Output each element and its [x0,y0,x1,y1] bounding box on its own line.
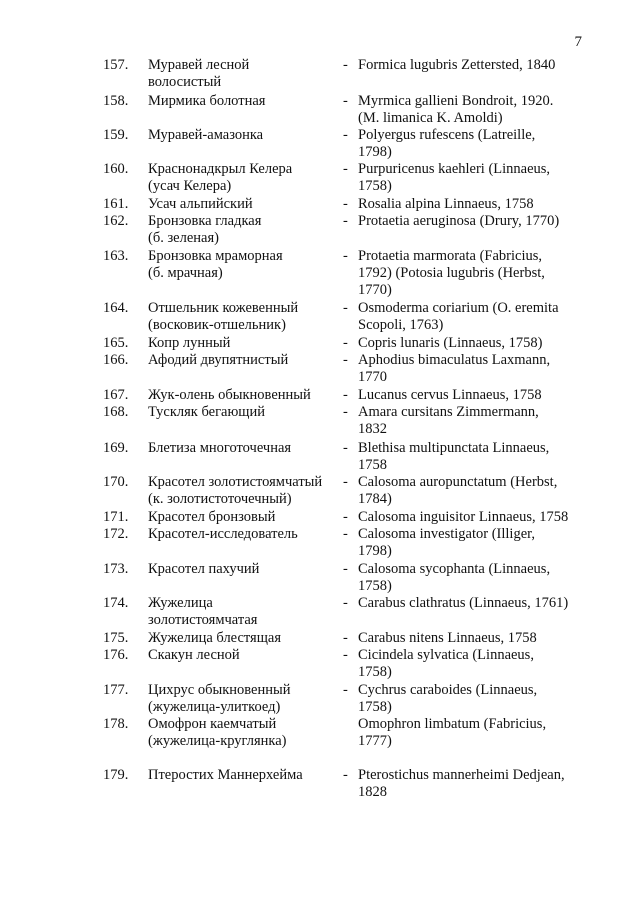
russian-name-line: (восковик-отшельник) [148,317,286,333]
latin-name-line: Omophron limbatum (Fabricius, [358,716,547,732]
russian-name-line: Скакун лесной [148,647,240,663]
separator-dash: - [343,196,348,212]
entry-number: 162. [103,213,129,229]
russian-name-line: (жужелица-круглянка) [148,733,287,749]
entry-number: 161. [103,196,129,212]
russian-name-line: Краснонадкрыл Келера [148,161,293,177]
russian-name [148,630,338,647]
russian-name [148,509,338,526]
latin-name [358,404,583,438]
russian-name-line: (б. зеленая) [148,230,219,246]
latin-name-line: 1770) [358,282,392,298]
russian-name-line: Мирмика болотная [148,93,266,109]
latin-name-line: Purpuricenus kaehleri (Linnaeus, [358,161,551,177]
latin-name [358,526,583,560]
entry-number: 166. [103,352,129,368]
russian-name [148,716,338,750]
entry-number: 175. [103,630,129,646]
latin-name-line: Calosoma investigator (Illiger, [358,526,536,542]
latin-name-line: Cicindela sylvatica (Linnaeus, [358,647,534,663]
latin-name-line: 1758) [358,178,392,194]
latin-name-line: (M. limanica K. Amoldi) [358,110,503,126]
entry-number: 174. [103,595,129,611]
russian-name [148,57,338,91]
russian-name-line: Красотел золотистоямчатый [148,474,323,490]
russian-name-line: Копр лунный [148,335,231,351]
latin-name-line: 1832 [358,421,387,437]
separator-dash: - [343,474,348,490]
latin-name-line: Scopoli, 1763) [358,317,444,333]
russian-name-line: Усач альпийский [148,196,253,212]
latin-name-line: Calosoma auropunctatum (Herbst, [358,474,558,490]
latin-name [358,300,583,334]
entry-number: 170. [103,474,129,490]
latin-name-line: 1798) [358,144,392,160]
latin-name-line: Carabus clathratus (Linnaeus, 1761) [358,595,569,611]
latin-name [358,93,583,127]
latin-name-line: Calosoma inguisitor Linnaeus, 1758 [358,509,569,525]
latin-name-line: 1777) [358,733,392,749]
russian-name [148,161,338,195]
russian-name-line: золотистоямчатая [148,612,258,628]
latin-name [358,248,583,299]
russian-name-line: Красотел бронзовый [148,509,276,525]
russian-name-line: Жужелица блестящая [148,630,281,646]
latin-name-line: Calosoma sycophanta (Linnaeus, [358,561,551,577]
latin-name [358,682,583,716]
latin-name [358,387,583,404]
latin-name-line: Amara cursitans Zimmermann, [358,404,539,420]
separator-dash: - [343,248,348,264]
latin-name-line: Formica lugubris Zettersted, 1840 [358,57,556,73]
separator-dash: - [343,595,348,611]
latin-name [358,716,583,750]
page-number: 7 [574,34,582,50]
entry-number: 172. [103,526,129,542]
separator-dash: - [343,57,348,73]
russian-name-line: Тускляк бегающий [148,404,265,420]
russian-name [148,526,338,543]
separator-dash: - [343,509,348,525]
latin-name [358,196,583,213]
russian-name [148,127,338,144]
latin-name-line: 1792) (Potosia lugubris (Herbst, [358,265,545,281]
latin-name-line: 1770 [358,369,387,385]
latin-name-line: Osmoderma coriarium (O. eremita [358,300,559,316]
latin-name-line: Cychrus caraboides (Linnaeus, [358,682,538,698]
russian-name-line: Жук-олень обыкновенный [148,387,311,403]
russian-name [148,474,338,508]
russian-name-line: (усач Келера) [148,178,232,194]
separator-dash: - [343,300,348,316]
latin-name [358,561,583,595]
russian-name [148,647,338,664]
entry-number: 158. [103,93,129,109]
latin-name-line: Blethisa multipunctata Linnaeus, [358,440,550,456]
russian-name [148,767,338,784]
russian-name [148,682,338,716]
russian-name-line: (жужелица-улиткоед) [148,699,281,715]
latin-name [358,647,583,681]
latin-name-line: 1758) [358,699,392,715]
entry-number: 169. [103,440,129,456]
separator-dash: - [343,93,348,109]
latin-name-line: Myrmica gallieni Bondroit, 1920. [358,93,554,109]
separator-dash: - [343,682,348,698]
separator-dash: - [343,404,348,420]
latin-name-line: 1758) [358,578,392,594]
russian-name-line: Муравей лесной [148,57,250,73]
latin-name [358,440,583,474]
latin-name-line: 1798) [358,543,392,559]
latin-name-line: Rosalia alpina Linnaeus, 1758 [358,196,534,212]
russian-name-line: Омофрон каемчатый [148,716,277,732]
latin-name [358,595,583,612]
latin-name [358,57,583,74]
russian-name-line: Муравей-амазонка [148,127,264,143]
russian-name-line: Отшельник кожевенный [148,300,299,316]
entry-number: 171. [103,509,129,525]
russian-name-line: волосистый [148,74,222,90]
entry-number: 164. [103,300,129,316]
russian-name [148,595,338,629]
russian-name-line: Красотел-исследователь [148,526,298,542]
russian-name [148,300,338,334]
latin-name-line: 1784) [358,491,392,507]
entry-number: 163. [103,248,129,264]
latin-name [358,335,583,352]
separator-dash: - [343,213,348,229]
entry-number: 167. [103,387,129,403]
latin-name-line: Copris lunaris (Linnaeus, 1758) [358,335,543,351]
latin-name-line: 1828 [358,784,387,800]
entry-number: 176. [103,647,129,663]
russian-name-line: (б. мрачная) [148,265,223,281]
entry-number: 168. [103,404,129,420]
russian-name-line: Цихрус обыкновенный [148,682,291,698]
russian-name [148,352,338,369]
russian-name-line: Афодий двупятнистый [148,352,289,368]
entry-number: 165. [103,335,129,351]
russian-name-line: Жужелица [148,595,213,611]
russian-name [148,387,338,404]
separator-dash: - [343,526,348,542]
entry-number: 160. [103,161,129,177]
separator-dash: - [343,561,348,577]
latin-name [358,630,583,647]
separator-dash: - [343,127,348,143]
russian-name [148,440,338,457]
russian-name [148,196,338,213]
latin-name [358,474,583,508]
latin-name-line: Lucanus cervus Linnaeus, 1758 [358,387,542,403]
entry-number: 179. [103,767,129,783]
latin-name [358,352,583,386]
russian-name-line: Блетиза многоточечная [148,440,292,456]
russian-name [148,213,338,247]
latin-name-line: Carabus nitens Linnaeus, 1758 [358,630,537,646]
entry-number: 173. [103,561,129,577]
latin-name-line: Aphodius bimaculatus Laxmann, [358,352,551,368]
separator-dash: - [343,161,348,177]
separator-dash: - [343,630,348,646]
entry-number: 157. [103,57,129,73]
russian-name-line: Красотел пахучий [148,561,260,577]
russian-name [148,561,338,578]
latin-name-line: 1758) [358,664,392,680]
latin-name [358,767,583,801]
separator-dash: - [343,352,348,368]
russian-name-line: (к. золотистоточечный) [148,491,292,507]
latin-name [358,213,583,230]
russian-name-line: Бронзовка гладкая [148,213,262,229]
russian-name [148,248,338,282]
russian-name-line: Птеростих Маннерхейма [148,767,303,783]
separator-dash: - [343,440,348,456]
latin-name [358,161,583,195]
latin-name-line: Protaetia marmorata (Fabricius, [358,248,543,264]
entry-number: 177. [103,682,129,698]
entry-number: 178. [103,716,129,732]
separator-dash: - [343,335,348,351]
separator-dash: - [343,647,348,663]
separator-dash: - [343,767,348,783]
russian-name [148,335,338,352]
latin-name [358,127,583,161]
latin-name [358,509,583,526]
russian-name [148,404,338,421]
russian-name-line: Бронзовка мраморная [148,248,283,264]
latin-name-line: 1758 [358,457,387,473]
latin-name-line: Protaetia aeruginosa (Drury, 1770) [358,213,560,229]
separator-dash: - [343,387,348,403]
russian-name [148,93,338,110]
latin-name-line: Polyergus rufescens (Latreille, [358,127,536,143]
entry-number: 159. [103,127,129,143]
latin-name-line: Pterostichus mannerheimi Dedjean, [358,767,565,783]
